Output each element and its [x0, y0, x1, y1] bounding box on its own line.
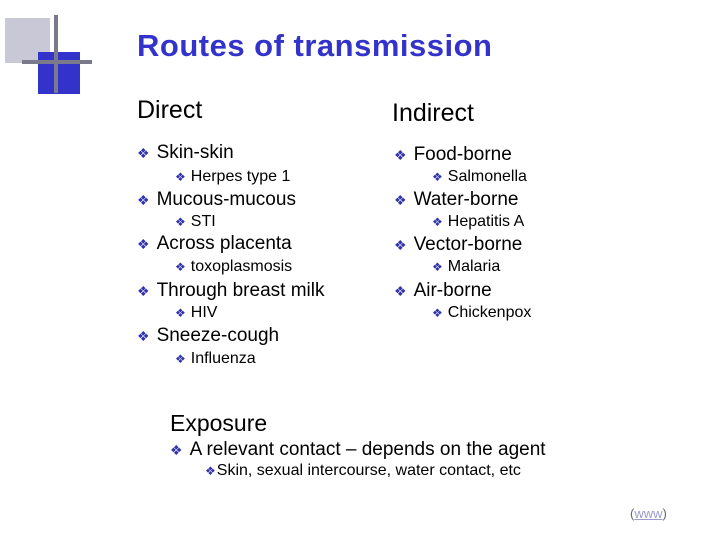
- decor-horizontal-line: [22, 60, 92, 64]
- list-subitem: [175, 168, 290, 186]
- list-subitem-label: STI: [190, 213, 216, 230]
- diamond-bullet-icon: ❖: [432, 170, 443, 184]
- diamond-bullet-icon: ❖: [170, 441, 183, 458]
- diamond-bullet-icon: ❖: [175, 260, 186, 274]
- list-subitem-label: HIV: [190, 304, 218, 321]
- diamond-bullet-icon: ❖: [175, 306, 186, 320]
- diamond-bullet-icon: ❖: [394, 146, 407, 163]
- source-footer: [630, 506, 667, 521]
- exposure-detail-label: Skin, sexual intercourse, water contact, etc: [216, 462, 521, 479]
- list-subitem: [175, 213, 216, 231]
- list-subitem: [175, 304, 217, 322]
- list-subitem-label: toxoplasmosis: [190, 258, 293, 275]
- diamond-bullet-icon: ❖: [137, 235, 150, 252]
- list-item-label: Skin-skin: [156, 142, 234, 163]
- list-item-label: Through breast milk: [156, 280, 325, 301]
- list-subitem-label: Malaria: [447, 258, 501, 275]
- list-subitem-label: Salmonella: [447, 168, 527, 185]
- diamond-bullet-icon: ❖: [137, 282, 150, 299]
- indirect-heading: Indirect: [392, 99, 474, 127]
- diamond-bullet-icon: ❖: [175, 215, 186, 229]
- list-subitem: [175, 350, 256, 368]
- exposure-heading: Exposure: [170, 410, 268, 436]
- diamond-bullet-icon: ❖: [137, 327, 150, 344]
- diamond-bullet-icon: ❖: [394, 191, 407, 208]
- diamond-bullet-icon: ❖: [205, 464, 216, 478]
- list-item-label: Mucous-mucous: [156, 189, 296, 210]
- diamond-bullet-icon: ❖: [432, 260, 443, 274]
- diamond-bullet-icon: ❖: [137, 144, 150, 161]
- footer-open-paren: (: [630, 506, 635, 521]
- list-subitem: [432, 168, 527, 186]
- source-link[interactable]: www: [634, 506, 663, 521]
- list-item: [394, 144, 512, 166]
- list-subitem-label: Influenza: [190, 350, 256, 367]
- list-item: [394, 189, 518, 211]
- list-item: [137, 325, 279, 347]
- diamond-bullet-icon: ❖: [432, 215, 443, 229]
- footer-close-paren: ): [662, 506, 667, 521]
- diamond-bullet-icon: ❖: [432, 306, 443, 320]
- list-item-label: Vector-borne: [413, 234, 523, 255]
- list-item: [137, 142, 234, 164]
- list-subitem-label: Chickenpox: [447, 304, 532, 321]
- list-subitem: [175, 258, 292, 276]
- list-item-label: Across placenta: [156, 233, 292, 254]
- list-item: [137, 233, 292, 255]
- list-item-label: Food-borne: [413, 144, 512, 165]
- exposure-point-label: A relevant contact – depends on the agent: [189, 439, 546, 460]
- list-item: [394, 234, 522, 256]
- slide-title: Routes of transmission: [137, 28, 493, 63]
- diamond-bullet-icon: ❖: [394, 282, 407, 299]
- direct-heading: Direct: [137, 96, 203, 124]
- list-item-label: Water-borne: [413, 189, 519, 210]
- list-item-label: Sneeze-cough: [156, 325, 280, 346]
- list-subitem: [432, 213, 524, 231]
- list-subitem-label: Herpes type 1: [190, 168, 291, 185]
- diamond-bullet-icon: ❖: [137, 191, 150, 208]
- list-subitem: [432, 258, 500, 276]
- exposure-detail: [205, 462, 521, 480]
- list-item: [137, 189, 296, 211]
- list-item-label: Air-borne: [413, 280, 492, 301]
- list-item: [137, 280, 324, 302]
- decor-blue-square: [38, 52, 80, 94]
- diamond-bullet-icon: ❖: [394, 236, 407, 253]
- list-subitem: [432, 304, 531, 322]
- list-item: [394, 280, 492, 302]
- diamond-bullet-icon: ❖: [175, 170, 186, 184]
- decor-vertical-line: [54, 15, 58, 93]
- diamond-bullet-icon: ❖: [175, 352, 186, 366]
- list-subitem-label: Hepatitis A: [447, 213, 525, 230]
- exposure-point: [170, 439, 546, 461]
